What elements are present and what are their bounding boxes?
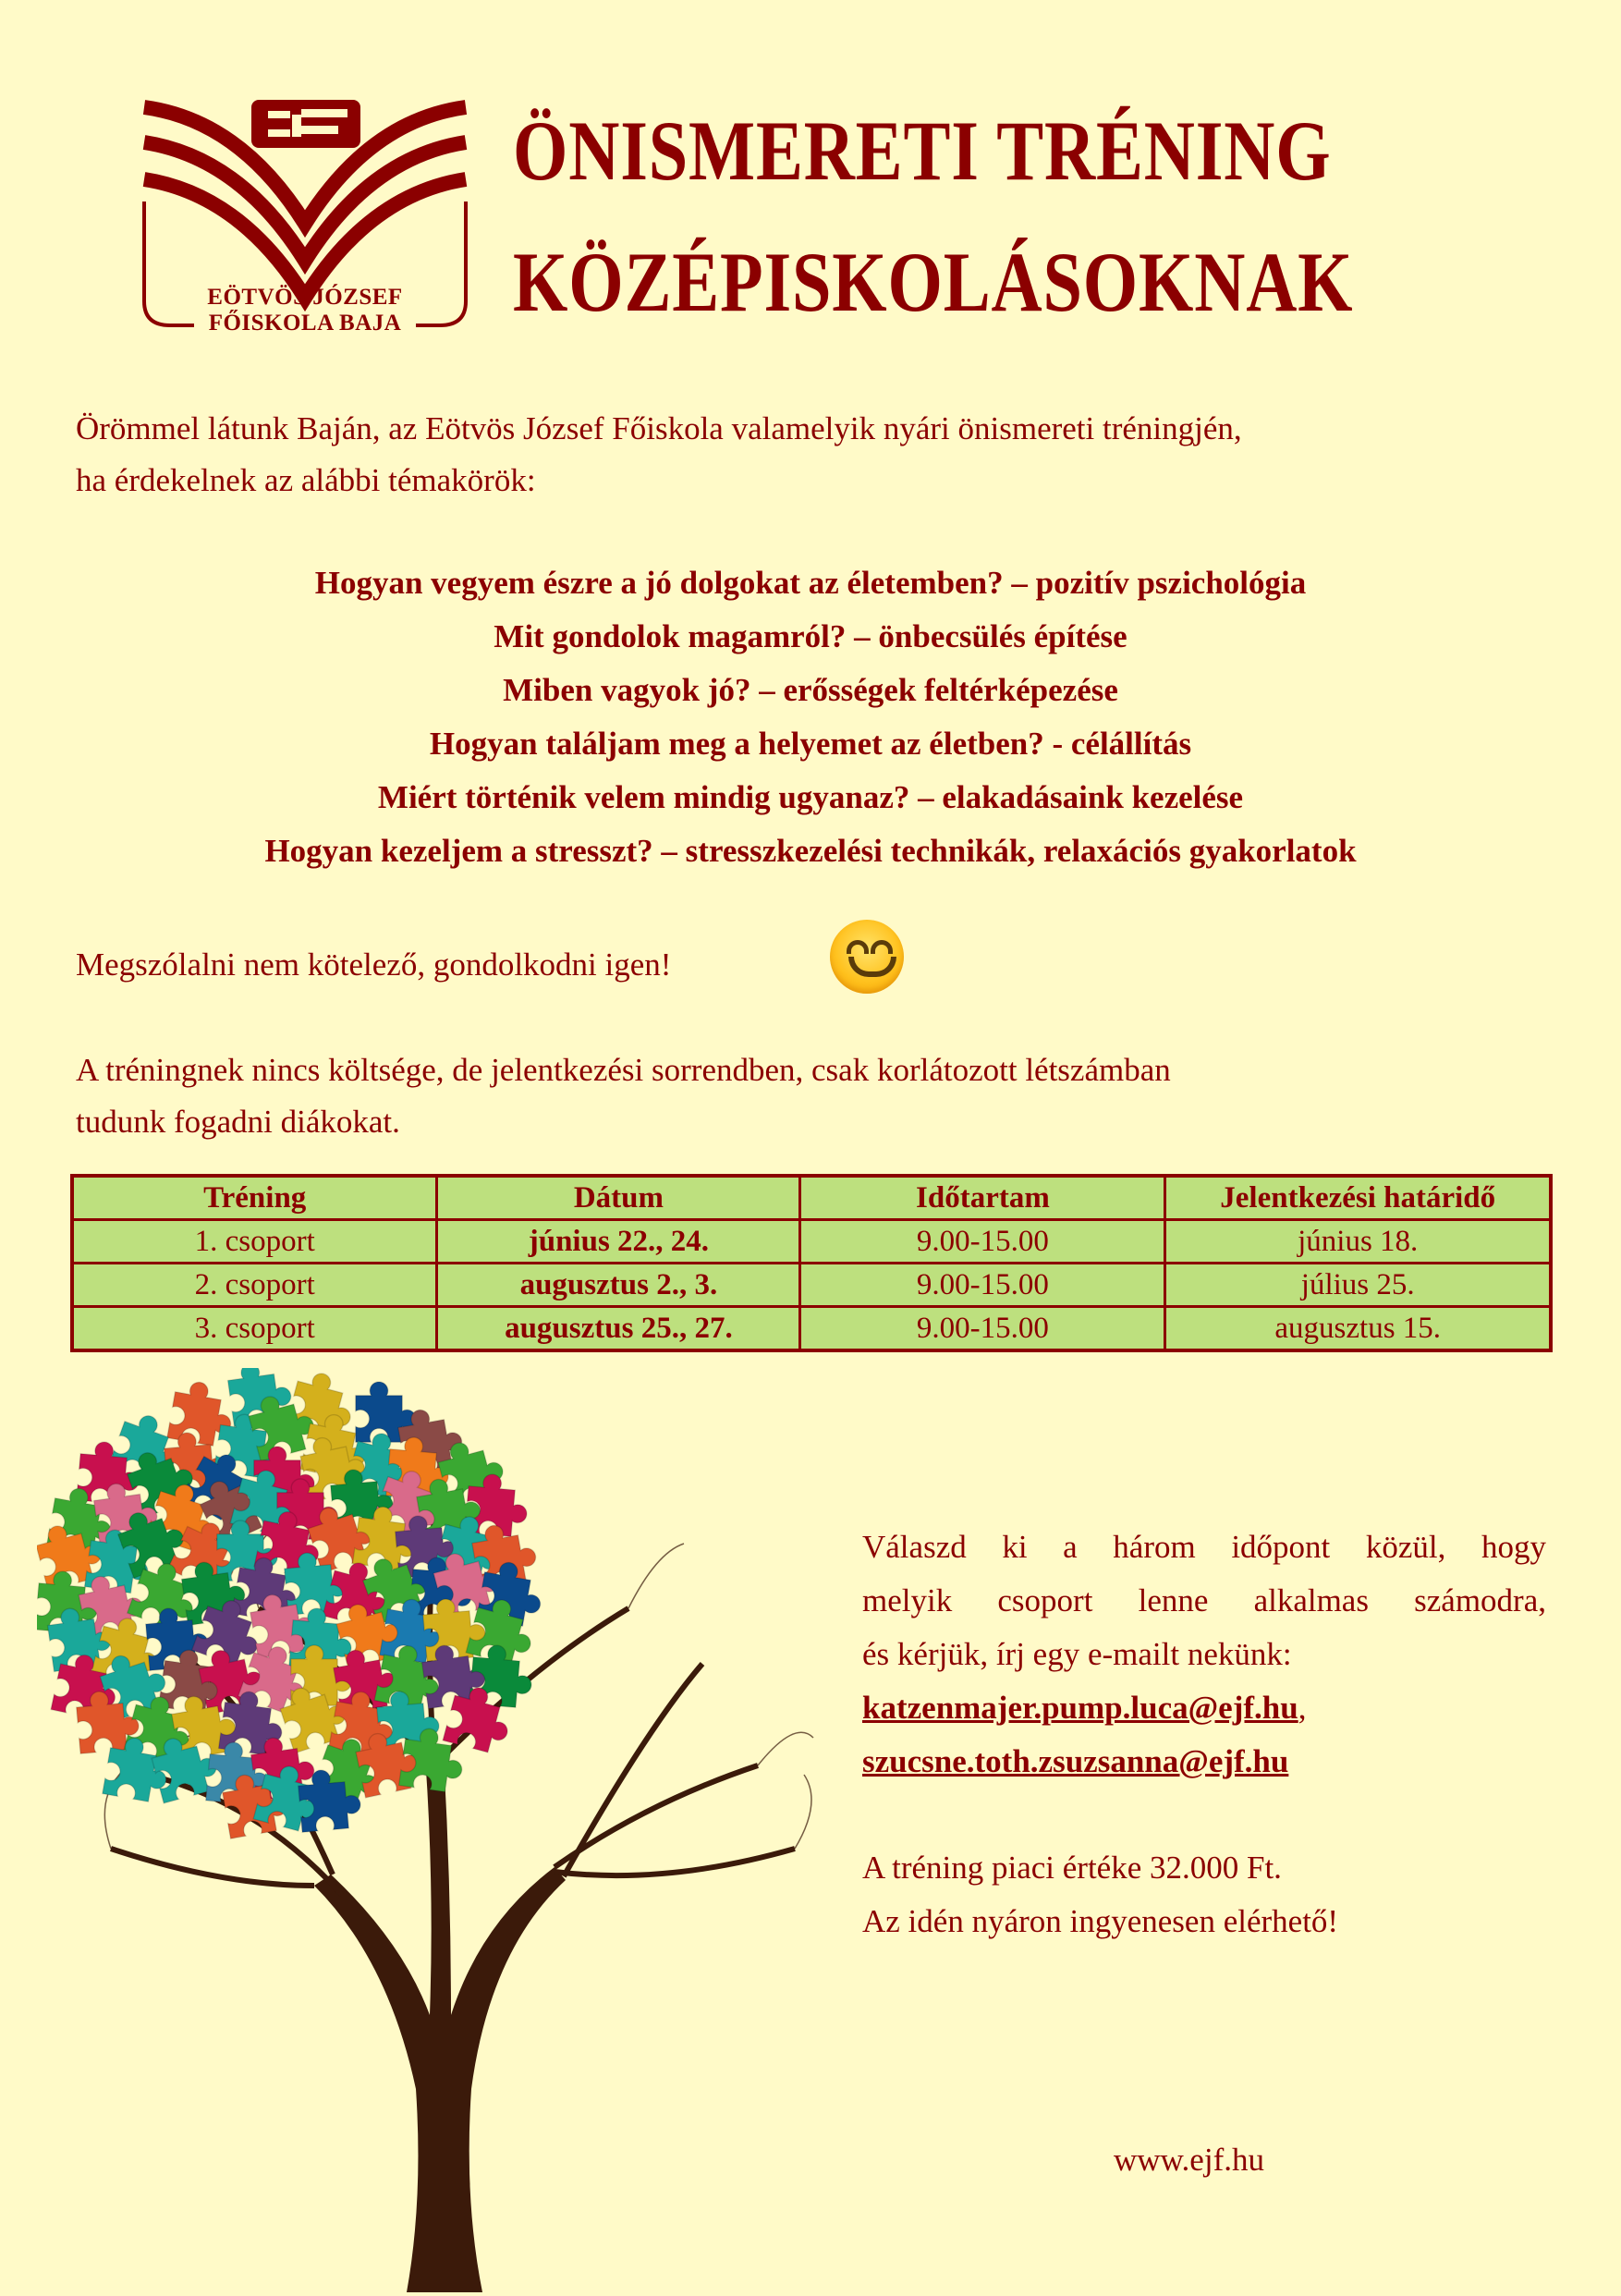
topic-item: Hogyan vegyem észre a jó dolgokat az életemben? – pozitív pszichológia <box>314 565 1307 601</box>
column-header-deadline: Jelentkezési határidő <box>1165 1176 1551 1220</box>
column-header-duration: Időtartam <box>800 1176 1165 1220</box>
topic-item: Mit gondolok magamról? – önbecsülés építése <box>494 618 1127 654</box>
group-cell: 1. csoport <box>72 1220 437 1264</box>
column-header-training: Tréning <box>72 1176 437 1220</box>
topic-item: Miben vagyok jó? – erősségek feltérképezése <box>503 672 1118 708</box>
table-row <box>72 1307 1551 1351</box>
page-title-line-2: KÖZÉPISKOLÁSOKNAK <box>513 235 1354 329</box>
group-cell: 2. csoport <box>72 1264 437 1307</box>
puzzle-tree-illustration <box>37 1368 850 2292</box>
topic-item: Hogyan kezeljem a stresszt? – stresszkezelési technikák, relaxációs gyakorlatok <box>264 833 1357 869</box>
email-link-szucsne[interactable]: szucsne.toth.zsuzsanna@ejf.hu <box>862 1743 1289 1779</box>
email-separator: , <box>1298 1690 1307 1726</box>
website-link[interactable]: www.ejf.hu <box>1114 2142 1264 2178</box>
contact-line-1: Válaszd ki a három időpont közül, hogy <box>862 1529 1546 1565</box>
date-cell: augusztus 2., 3. <box>437 1264 800 1307</box>
duration-cell: 9.00-15.00 <box>800 1264 1165 1307</box>
topic-item: Hogyan találjam meg a helyemet az életben? - célállítás <box>429 726 1192 762</box>
column-header-date: Dátum <box>437 1176 800 1220</box>
smiley-icon <box>830 920 904 994</box>
price-block <box>862 1841 1546 1948</box>
topic-list <box>76 556 1545 878</box>
table-row <box>72 1264 1551 1307</box>
contact-line-2: melyik csoport lenne alkalmas számodra, <box>862 1582 1546 1618</box>
logo-line-2: FŐISKOLA BAJA <box>208 311 402 336</box>
duration-cell: 9.00-15.00 <box>800 1307 1165 1351</box>
date-cell: augusztus 25., 27. <box>437 1307 800 1351</box>
intro-paragraph <box>76 403 1545 507</box>
duration-cell: 9.00-15.00 <box>800 1220 1165 1264</box>
contact-line-3: és kérjük, írj egy e-mailt nekünk: <box>862 1636 1292 1672</box>
tagline: Megszólalni nem kötelező, gondolkodni igen! <box>76 946 672 983</box>
college-logo <box>129 83 481 360</box>
schedule-table <box>70 1174 1553 1352</box>
deadline-cell: június 18. <box>1165 1220 1551 1264</box>
table-row <box>72 1220 1551 1264</box>
intro-line-1: Örömmel látunk Baján, az Eötvös József Főiskola valamelyik nyári önismereti tréningjén, <box>76 410 1242 446</box>
contact-block <box>862 1520 1546 1789</box>
table-header-row <box>72 1176 1551 1220</box>
cost-note-line-1: A tréningnek nincs költsége, de jelentkezési sorrendben, csak korlátozott létszámban <box>76 1052 1171 1088</box>
price-line-1: A tréning piaci értéke 32.000 Ft. <box>862 1850 1282 1886</box>
deadline-cell: július 25. <box>1165 1264 1551 1307</box>
page-title-line-1: ÖNISMERETI TRÉNING <box>513 104 1332 198</box>
intro-line-2: ha érdekelnek az alábbi témakörök: <box>76 462 536 498</box>
cost-note-line-2: tudunk fogadni diákokat. <box>76 1104 400 1140</box>
puzzle-tree-icon <box>37 1368 850 2292</box>
price-line-2: Az idén nyáron ingyenesen elérhető! <box>862 1903 1339 1939</box>
topic-item: Miért történik velem mindig ugyanaz? – elakadásaink kezelése <box>377 779 1244 815</box>
date-cell: június 22., 24. <box>437 1220 800 1264</box>
email-link-katzenmajer[interactable]: katzenmajer.pump.luca@ejf.hu <box>862 1690 1298 1726</box>
logo-line-1: EÖTVÖS JÓZSEF <box>207 285 403 310</box>
deadline-cell: augusztus 15. <box>1165 1307 1551 1351</box>
group-cell: 3. csoport <box>72 1307 437 1351</box>
cost-note <box>76 1044 1545 1148</box>
